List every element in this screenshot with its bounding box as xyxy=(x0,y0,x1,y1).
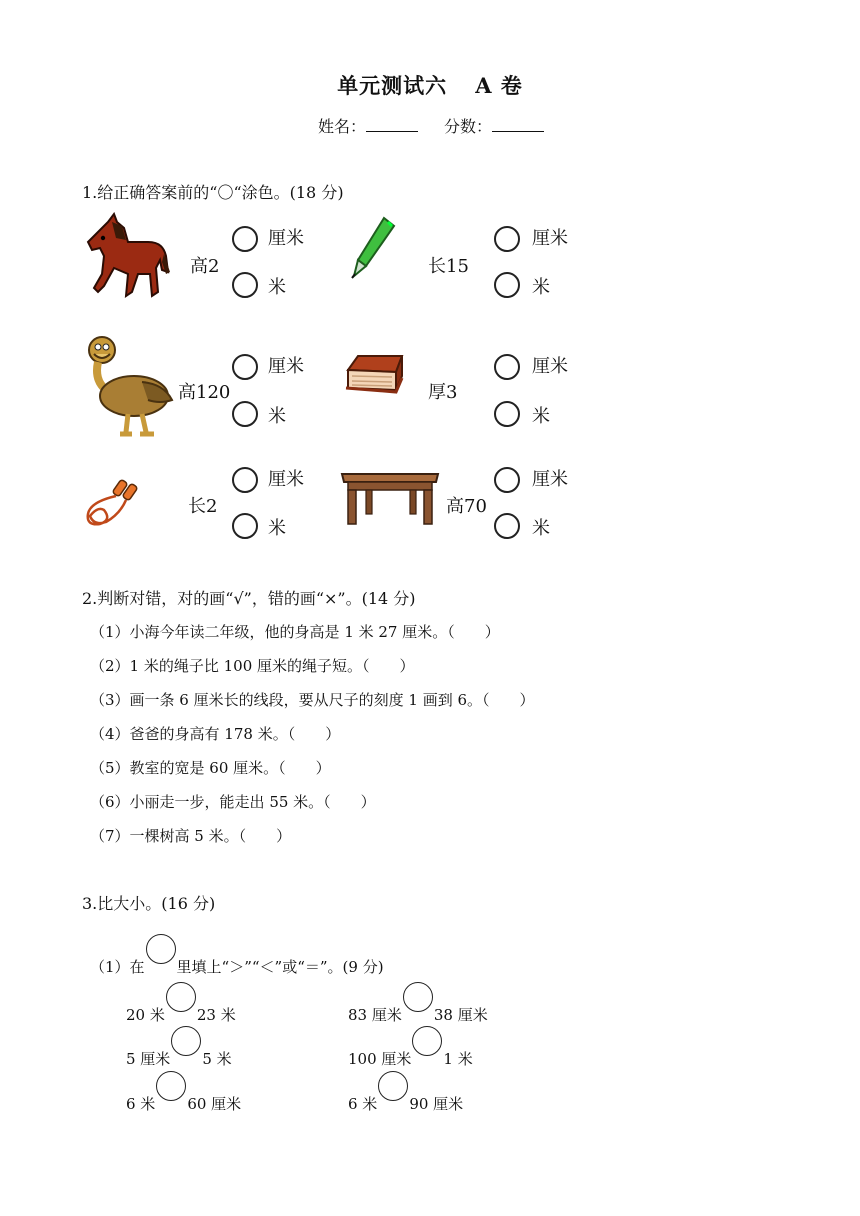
student-info-line xyxy=(318,114,544,137)
option-book-m: 米 xyxy=(532,406,550,427)
compare-6-circle[interactable] xyxy=(378,1071,408,1101)
option-circle-rope-m[interactable] xyxy=(232,513,258,539)
measure-pen: 长15 xyxy=(428,256,469,277)
option-pen-cm: 厘米 xyxy=(532,228,568,249)
option-circle-ostrich-m[interactable] xyxy=(232,401,258,427)
option-circle-horse-cm[interactable] xyxy=(232,226,258,252)
compare-2-left: 83 厘米 xyxy=(348,1006,402,1024)
measure-horse: 高2 xyxy=(190,256,220,277)
measure-table: 高70 xyxy=(446,496,487,517)
option-book-cm: 厘米 xyxy=(532,356,568,377)
compare-5-left: 6 米 xyxy=(126,1095,156,1113)
compare-4-circle[interactable] xyxy=(412,1026,442,1056)
q2-item-3: （3）画一条 6 厘米长的线段，要从尺子的刻度 1 画到 6。（ ） xyxy=(90,691,535,709)
option-circle-pen-m[interactable] xyxy=(494,272,520,298)
q2-item-4: （4）爸爸的身高有 178 米。（ ） xyxy=(90,725,341,743)
compare-6-right: 90 厘米 xyxy=(409,1095,464,1113)
compare-6 xyxy=(348,1071,463,1114)
score-blank[interactable] xyxy=(492,117,544,132)
q3-sub1-part-a: （1）在 xyxy=(90,958,145,976)
option-circle-horse-m[interactable] xyxy=(232,272,258,298)
ostrich-image xyxy=(84,334,176,442)
q2-item-1: （1）小海今年读二年级，他的身高是 1 米 27 厘米。（ ） xyxy=(90,623,500,641)
measure-jump-rope: 长2 xyxy=(188,496,218,517)
book-image xyxy=(344,350,406,398)
option-circle-table-m[interactable] xyxy=(494,513,520,539)
option-rope-cm: 厘米 xyxy=(268,469,304,490)
compare-4-left: 100 厘米 xyxy=(348,1050,412,1068)
pen-image xyxy=(348,214,398,280)
table-image xyxy=(340,470,440,526)
option-rope-m: 米 xyxy=(268,518,286,539)
compare-1-right: 23 米 xyxy=(196,1006,236,1024)
compare-4-right: 1 米 xyxy=(443,1050,473,1068)
example-circle-icon xyxy=(146,934,176,964)
option-circle-rope-cm[interactable] xyxy=(232,467,258,493)
option-ostrich-m: 米 xyxy=(268,406,286,427)
compare-2 xyxy=(348,982,488,1025)
compare-5-circle[interactable] xyxy=(156,1071,186,1101)
q2-item-6: （6）小丽走一步，能走出 55 米。（ ） xyxy=(90,793,376,811)
name-blank[interactable] xyxy=(366,117,418,132)
compare-1-circle[interactable] xyxy=(166,982,196,1012)
compare-2-right: 38 厘米 xyxy=(433,1006,488,1024)
option-circle-book-cm[interactable] xyxy=(494,354,520,380)
option-table-cm: 厘米 xyxy=(532,469,568,490)
compare-5 xyxy=(126,1071,241,1114)
measure-ostrich: 高120 xyxy=(178,382,231,403)
compare-4 xyxy=(348,1026,473,1069)
title-paper: A 卷 xyxy=(475,73,523,98)
compare-1 xyxy=(126,982,236,1025)
option-circle-ostrich-cm[interactable] xyxy=(232,354,258,380)
compare-6-left: 6 米 xyxy=(348,1095,378,1113)
q2-item-5: （5）教室的宽是 60 厘米。（ ） xyxy=(90,759,331,777)
option-pen-m: 米 xyxy=(532,277,550,298)
q3-sub1-part-b: 里填上“＞”“＜”或“＝”。(9 分) xyxy=(176,958,384,976)
name-label: 姓名： xyxy=(318,117,367,136)
horse-image xyxy=(86,212,172,302)
compare-3 xyxy=(126,1026,232,1069)
compare-3-right: 5 米 xyxy=(202,1050,232,1068)
compare-5-right: 60 厘米 xyxy=(187,1095,242,1113)
option-circle-table-cm[interactable] xyxy=(494,467,520,493)
measure-book: 厚3 xyxy=(428,382,458,403)
option-circle-pen-cm[interactable] xyxy=(494,226,520,252)
option-horse-cm: 厘米 xyxy=(268,228,304,249)
compare-3-circle[interactable] xyxy=(171,1026,201,1056)
compare-1-left: 20 米 xyxy=(126,1006,165,1024)
option-ostrich-cm: 厘米 xyxy=(268,356,304,377)
score-label: 分数： xyxy=(444,117,493,136)
page-title xyxy=(0,70,860,100)
option-horse-m: 米 xyxy=(268,277,286,298)
option-circle-book-m[interactable] xyxy=(494,401,520,427)
q3-sub1 xyxy=(90,934,384,977)
title-main: 单元测试六 xyxy=(337,73,448,98)
q2-item-2: （2）1 米的绳子比 100 厘米的绳子短。（ ） xyxy=(90,657,415,675)
compare-2-circle[interactable] xyxy=(403,982,433,1012)
jump-rope-image xyxy=(80,476,142,530)
q2-item-7: （7）一棵树高 5 米。（ ） xyxy=(90,827,292,845)
option-table-m: 米 xyxy=(532,518,550,539)
q3-prompt: 3.比大小。(16 分) xyxy=(82,894,216,913)
q1-prompt: 1.给正确答案前的“〇“涂色。(18 分) xyxy=(82,183,344,202)
q2-prompt: 2.判断对错，对的画“√”，错的画“×”。(14 分) xyxy=(82,589,416,608)
compare-3-left: 5 厘米 xyxy=(126,1050,171,1068)
